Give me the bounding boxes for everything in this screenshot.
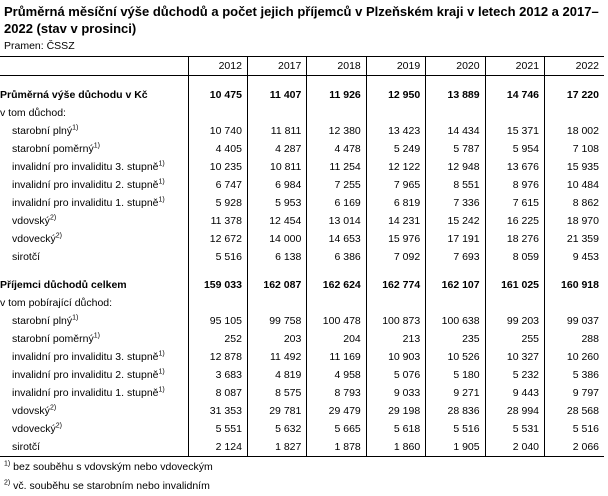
empty-cell: [545, 294, 604, 312]
value-cell: 4 478: [307, 140, 366, 158]
header-row: [0, 57, 604, 76]
table-row: [0, 348, 604, 366]
value-cell: 5 665: [307, 420, 366, 438]
empty-cell: [366, 294, 425, 312]
value-cell: 252: [188, 330, 247, 348]
footnote-ref: 2): [49, 404, 57, 412]
value-cell: 13 889: [426, 86, 485, 104]
empty-cell: [188, 104, 247, 122]
row-label-text: sirotčí: [12, 251, 41, 263]
value-cell: 288: [545, 330, 604, 348]
table-row: [0, 212, 604, 230]
row-label: [0, 230, 188, 248]
spacer-cell: [485, 76, 544, 87]
header-corner: [0, 57, 188, 76]
value-cell: 8 976: [485, 176, 544, 194]
value-cell: 13 014: [307, 212, 366, 230]
empty-cell: [188, 294, 247, 312]
value-cell: 235: [426, 330, 485, 348]
year-header: 2021: [485, 57, 544, 76]
row-label: [0, 212, 188, 230]
table-row: [0, 140, 604, 158]
footnote-ref: 2): [55, 232, 63, 240]
value-cell: 5 232: [485, 366, 544, 384]
row-label-text: vdovecký: [12, 423, 56, 435]
row-label-text: invalidní pro invaliditu 1. stupně: [12, 387, 159, 399]
table-row: [0, 420, 604, 438]
value-cell: 28 836: [426, 402, 485, 420]
value-cell: 10 327: [485, 348, 544, 366]
spacer-cell: [426, 76, 485, 87]
footnote-ref: 1): [158, 160, 165, 168]
value-cell: 10 484: [545, 176, 604, 194]
spacer-cell: [545, 76, 604, 87]
table-row: [0, 312, 604, 330]
value-cell: 8 551: [426, 176, 485, 194]
value-cell: 13 676: [485, 158, 544, 176]
row-label-text: sirotčí: [12, 441, 41, 453]
value-cell: 10 811: [247, 158, 306, 176]
value-cell: 29 781: [247, 402, 306, 420]
value-cell: 14 434: [426, 122, 485, 140]
subhead-row: [0, 294, 604, 312]
value-cell: 8 862: [545, 194, 604, 212]
empty-cell: [366, 104, 425, 122]
row-label: [0, 402, 188, 420]
value-cell: 11 811: [247, 122, 306, 140]
row-label: [0, 122, 188, 140]
total-row: [0, 276, 604, 294]
table-row: [0, 230, 604, 248]
empty-cell: [426, 104, 485, 122]
spacer-cell: [247, 76, 306, 87]
row-label-text: invalidní pro invaliditu 3. stupně: [12, 351, 159, 363]
empty-cell: [485, 104, 544, 122]
table-row: [0, 176, 604, 194]
value-cell: 9 443: [485, 384, 544, 402]
footnote-mark: 1): [4, 460, 11, 468]
table-row: [0, 330, 604, 348]
value-cell: 5 516: [188, 248, 247, 266]
row-label-text: starobní poměrný: [12, 333, 94, 345]
value-cell: 1 860: [366, 438, 425, 457]
value-cell: 21 359: [545, 230, 604, 248]
row-label-text: invalidní pro invaliditu 2. stupně: [12, 369, 159, 381]
subhead-label: v tom pobírající důchod:: [0, 297, 113, 309]
footnotes: [4, 458, 213, 496]
footnote-ref: 1): [158, 386, 165, 394]
value-cell: 28 994: [485, 402, 544, 420]
total-label: Průměrná výše důchodu v Kč: [0, 89, 148, 101]
value-cell: 5 618: [366, 420, 425, 438]
value-cell: 18 276: [485, 230, 544, 248]
spacer-cell: [545, 266, 604, 276]
row-label: [0, 348, 188, 366]
row-label-text: starobní poměrný: [12, 143, 94, 155]
row-label: [0, 366, 188, 384]
value-cell: 12 122: [366, 158, 425, 176]
subhead-label: v tom důchod:: [0, 107, 66, 119]
value-cell: 161 025: [485, 276, 544, 294]
row-label: [0, 420, 188, 438]
footnote-ref: 1): [158, 196, 165, 204]
spacer-cell: [188, 76, 247, 87]
value-cell: 100 478: [307, 312, 366, 330]
value-cell: 2 124: [188, 438, 247, 457]
value-cell: 162 087: [247, 276, 306, 294]
value-cell: 31 353: [188, 402, 247, 420]
value-cell: 15 935: [545, 158, 604, 176]
value-cell: 11 169: [307, 348, 366, 366]
value-cell: 14 746: [485, 86, 544, 104]
spacer-cell: [307, 76, 366, 87]
value-cell: 17 191: [426, 230, 485, 248]
value-cell: 5 551: [188, 420, 247, 438]
empty-cell: [545, 104, 604, 122]
row-label: [0, 312, 188, 330]
spacer-cell: [485, 266, 544, 276]
value-cell: 6 386: [307, 248, 366, 266]
row-label: [0, 438, 188, 457]
spacer-cell: [426, 266, 485, 276]
value-cell: 100 873: [366, 312, 425, 330]
spacer-row: [0, 76, 604, 87]
value-cell: 7 615: [485, 194, 544, 212]
value-cell: 5 953: [247, 194, 306, 212]
value-cell: 18 970: [545, 212, 604, 230]
value-cell: 1 878: [307, 438, 366, 457]
footnote-ref: 1): [93, 142, 100, 150]
footnote-ref: 1): [158, 368, 165, 376]
spacer-cell: [247, 266, 306, 276]
table-row: [0, 194, 604, 212]
value-cell: 29 198: [366, 402, 425, 420]
value-cell: 12 948: [426, 158, 485, 176]
total-label: Příjemci důchodů celkem: [0, 279, 127, 291]
value-cell: 12 950: [366, 86, 425, 104]
value-cell: 99 037: [545, 312, 604, 330]
value-cell: 7 693: [426, 248, 485, 266]
year-header: 2019: [366, 57, 425, 76]
value-cell: 11 378: [188, 212, 247, 230]
footnote-ref: 1): [72, 314, 79, 322]
value-cell: 10 526: [426, 348, 485, 366]
spacer-cell: [188, 266, 247, 276]
value-cell: 255: [485, 330, 544, 348]
value-cell: 7 108: [545, 140, 604, 158]
value-cell: 29 479: [307, 402, 366, 420]
value-cell: 5 516: [426, 420, 485, 438]
row-label: [0, 248, 188, 266]
value-cell: 18 002: [545, 122, 604, 140]
value-cell: 99 758: [247, 312, 306, 330]
row-label: [0, 158, 188, 176]
value-cell: 12 878: [188, 348, 247, 366]
year-header: 2018: [307, 57, 366, 76]
value-cell: 159 033: [188, 276, 247, 294]
table-row: [0, 438, 604, 457]
row-label: [0, 140, 188, 158]
value-cell: 5 954: [485, 140, 544, 158]
value-cell: 6 984: [247, 176, 306, 194]
table-row: [0, 384, 604, 402]
value-cell: 14 000: [247, 230, 306, 248]
value-cell: 6 169: [307, 194, 366, 212]
value-cell: 162 774: [366, 276, 425, 294]
table-row: [0, 158, 604, 176]
value-cell: 28 568: [545, 402, 604, 420]
value-cell: 12 380: [307, 122, 366, 140]
value-cell: 5 249: [366, 140, 425, 158]
pension-table: [0, 56, 604, 457]
value-cell: 99 203: [485, 312, 544, 330]
spacer-cell: [366, 266, 425, 276]
value-cell: 9 797: [545, 384, 604, 402]
year-header: 2022: [545, 57, 604, 76]
value-cell: 4 405: [188, 140, 247, 158]
value-cell: 5 531: [485, 420, 544, 438]
value-cell: 1 905: [426, 438, 485, 457]
value-cell: 17 220: [545, 86, 604, 104]
empty-cell: [247, 294, 306, 312]
value-cell: 7 336: [426, 194, 485, 212]
value-cell: 7 255: [307, 176, 366, 194]
spacer-cell: [307, 266, 366, 276]
value-cell: 160 918: [545, 276, 604, 294]
footnote: [4, 458, 213, 477]
source-note: Pramen: ČSSZ: [4, 40, 75, 52]
value-cell: 203: [247, 330, 306, 348]
value-cell: 14 231: [366, 212, 425, 230]
value-cell: 9 453: [545, 248, 604, 266]
value-cell: 9 033: [366, 384, 425, 402]
value-cell: 95 105: [188, 312, 247, 330]
value-cell: 10 260: [545, 348, 604, 366]
year-header: 2012: [188, 57, 247, 76]
row-label-text: vdovský: [12, 215, 50, 227]
empty-cell: [307, 294, 366, 312]
total-row: [0, 86, 604, 104]
spacer-cell: [366, 76, 425, 87]
value-cell: 8 793: [307, 384, 366, 402]
page-title: Průměrná měsíční výše důchodů a počet jejich příjemců v Plzeňském kraji v letech 2012 a 2017–2022 (stav v prosinci): [4, 4, 599, 36]
value-cell: 100 638: [426, 312, 485, 330]
value-cell: 10 235: [188, 158, 247, 176]
empty-cell: [307, 104, 366, 122]
footnote-text: vč. souběhu se starobním nebo invalidním: [10, 480, 210, 492]
value-cell: 11 407: [247, 86, 306, 104]
subhead-row: [0, 104, 604, 122]
footnote-ref: 1): [93, 332, 100, 340]
value-cell: 4 287: [247, 140, 306, 158]
footnote-text: bez souběhu s vdovským nebo vdoveckým: [10, 461, 213, 473]
footnote-ref: 1): [72, 124, 79, 132]
value-cell: 6 819: [366, 194, 425, 212]
value-cell: 213: [366, 330, 425, 348]
value-cell: 5 787: [426, 140, 485, 158]
value-cell: 16 225: [485, 212, 544, 230]
row-label: [0, 384, 188, 402]
row-label-text: vdovecký: [12, 233, 56, 245]
table-row: [0, 366, 604, 384]
value-cell: 5 386: [545, 366, 604, 384]
row-label: [0, 330, 188, 348]
row-label-text: invalidní pro invaliditu 2. stupně: [12, 179, 159, 191]
value-cell: 6 138: [247, 248, 306, 266]
table-row: [0, 122, 604, 140]
value-cell: 5 928: [188, 194, 247, 212]
value-cell: 162 624: [307, 276, 366, 294]
value-cell: 15 976: [366, 230, 425, 248]
value-cell: 15 242: [426, 212, 485, 230]
value-cell: 5 632: [247, 420, 306, 438]
year-header: 2020: [426, 57, 485, 76]
value-cell: 15 371: [485, 122, 544, 140]
row-label-text: vdovský: [12, 405, 50, 417]
row-label-text: starobní plný: [12, 315, 73, 327]
spacer-cell: [0, 266, 188, 276]
value-cell: 7 965: [366, 176, 425, 194]
value-cell: 11 926: [307, 86, 366, 104]
value-cell: 5 180: [426, 366, 485, 384]
empty-cell: [247, 104, 306, 122]
footnote-ref: 1): [158, 350, 165, 358]
row-label-text: starobní plný: [12, 125, 73, 137]
value-cell: 11 492: [247, 348, 306, 366]
value-cell: 162 107: [426, 276, 485, 294]
value-cell: 10 740: [188, 122, 247, 140]
spacer-row: [0, 266, 604, 276]
value-cell: 8 575: [247, 384, 306, 402]
footnote-ref: 1): [158, 178, 165, 186]
row-label-text: invalidní pro invaliditu 3. stupně: [12, 161, 159, 173]
row-label-text: invalidní pro invaliditu 1. stupně: [12, 197, 159, 209]
value-cell: 10 903: [366, 348, 425, 366]
table-row: [0, 248, 604, 266]
value-cell: 12 454: [247, 212, 306, 230]
value-cell: 8 087: [188, 384, 247, 402]
value-cell: 2 040: [485, 438, 544, 457]
value-cell: 5 516: [545, 420, 604, 438]
spacer-cell: [0, 76, 188, 87]
value-cell: 14 653: [307, 230, 366, 248]
value-cell: 6 747: [188, 176, 247, 194]
value-cell: 11 254: [307, 158, 366, 176]
footnote-ref: 2): [55, 422, 63, 430]
empty-cell: [426, 294, 485, 312]
value-cell: 2 066: [545, 438, 604, 457]
value-cell: 4 819: [247, 366, 306, 384]
footnote: [4, 477, 213, 496]
value-cell: 1 827: [247, 438, 306, 457]
table-row: [0, 402, 604, 420]
value-cell: 8 059: [485, 248, 544, 266]
value-cell: 12 672: [188, 230, 247, 248]
year-header: 2017: [247, 57, 306, 76]
value-cell: 7 092: [366, 248, 425, 266]
footnote-mark: 2): [4, 479, 11, 487]
value-cell: 5 076: [366, 366, 425, 384]
value-cell: 9 271: [426, 384, 485, 402]
value-cell: 3 683: [188, 366, 247, 384]
footnote-ref: 2): [49, 214, 57, 222]
empty-cell: [485, 294, 544, 312]
value-cell: 204: [307, 330, 366, 348]
value-cell: 4 958: [307, 366, 366, 384]
row-label: [0, 176, 188, 194]
value-cell: 10 475: [188, 86, 247, 104]
value-cell: 13 423: [366, 122, 425, 140]
row-label: [0, 194, 188, 212]
